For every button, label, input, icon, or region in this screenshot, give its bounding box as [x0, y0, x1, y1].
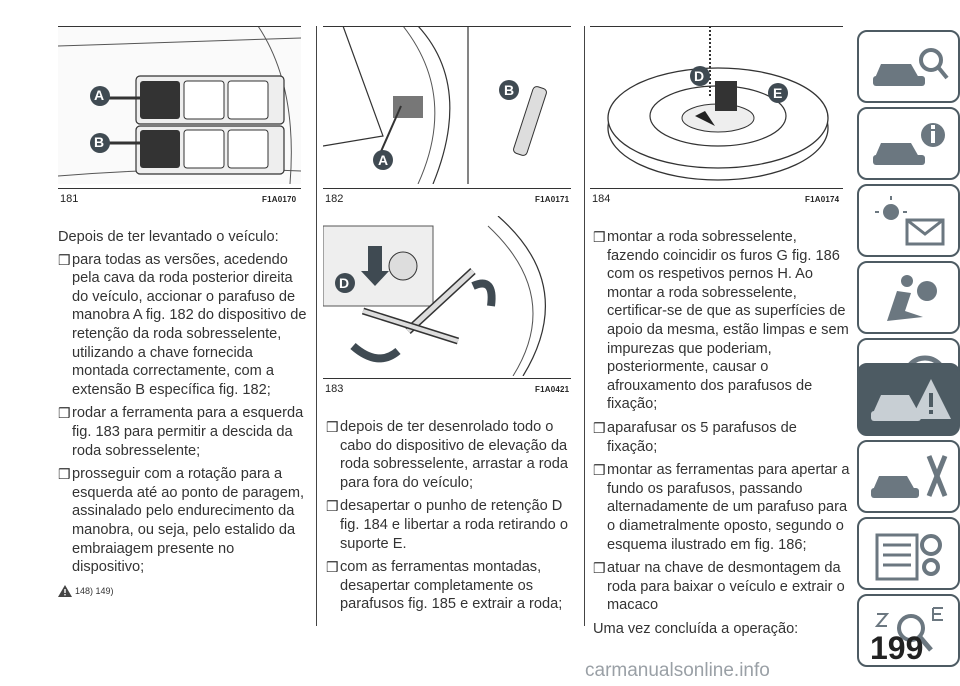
figure-184-illustration	[590, 26, 843, 184]
callout-d: D	[694, 68, 705, 84]
figure-182-illustration	[323, 26, 571, 184]
sidebar-tab-emergency[interactable]	[857, 363, 960, 436]
text-column-1	[58, 228, 308, 600]
figure-183-number: 183	[325, 383, 344, 395]
list-item: ❒ aparafusar os 5 parafusos de fixação;	[593, 419, 797, 455]
bullet-box-icon: ❒	[593, 419, 606, 436]
warning-triangle-icon	[58, 585, 72, 597]
list-item: ❒ depois de ter desenrolado todo o cabo do dispositivo de elevação da roda sobresselente, arrastar a roda para fora do veículo;	[326, 419, 568, 491]
figure-183-illustration	[323, 216, 571, 376]
figure-181-illustration	[58, 26, 301, 184]
page-number: 199	[870, 630, 924, 666]
callout-d: D	[339, 275, 350, 291]
figure-181	[58, 26, 301, 184]
callout-b: B	[94, 134, 105, 150]
list-item: ❒ rodar a ferramenta para a esquerda fig. 183 para permitir a descida da roda sobresselente;	[58, 405, 304, 459]
warning-references: 148) 149)	[58, 582, 308, 601]
bullet-box-icon: ❒	[326, 559, 339, 576]
car-search-icon	[867, 40, 953, 96]
car-warning-triangle-icon	[867, 373, 953, 429]
bullet-box-icon: ❒	[326, 419, 339, 435]
list-item: ❒ com as ferramentas montadas, desapertar completamente os parafusos fig. 185 e extrair a roda;	[326, 559, 563, 613]
dashboard-lights-icon	[867, 194, 953, 250]
callout-e: E	[773, 85, 783, 101]
callout-a: A	[378, 152, 389, 168]
technical-data-icon	[867, 527, 953, 583]
figure-182-caption-rule	[323, 188, 571, 189]
figure-181-caption-rule	[58, 188, 301, 189]
list-item: ❒ desapertar o punho de retenção D fig. 184 e libertar a roda retirando o suporte E.	[326, 498, 568, 552]
watermark: carmanualsonline.info	[585, 660, 770, 681]
figure-184-number: 184	[592, 193, 611, 205]
bullet-box-icon: ❒	[58, 466, 71, 483]
figure-184-code: F1A0174	[805, 195, 840, 204]
seat-airbag-icon	[867, 271, 953, 327]
sidebar-tab-seat-airbag[interactable]	[857, 261, 960, 334]
text-column-3	[593, 228, 851, 642]
list-item: ❒ montar a roda sobresselente, fazendo coincidir os furos G fig. 186 com os respetivos pernos H. Ao montar a roda sobresselente, certificar-se de que as superfícies de apoio da mesma, estão limpas e sem impurezas que poderiam, posteriormente, causar o afrouxamento dos parafusos de fixação;	[593, 229, 849, 413]
figure-184	[590, 26, 843, 184]
figure-184-top-rule	[590, 26, 843, 27]
figure-181-code: F1A0170	[262, 195, 297, 204]
list-item: ❒ montar as ferramentas para apertar a fundo os parafusos, passando alternadamente de um parafuso para o diametralmente oposto, segundo o esquema ilustrado em fig. 186;	[593, 462, 850, 553]
sidebar-tab-car-search[interactable]	[857, 30, 960, 103]
outro-text: Uma vez concluída a operação:	[593, 620, 799, 637]
bullet-box-icon: ❒	[326, 498, 339, 515]
sidebar-tab-car-service[interactable]	[857, 440, 960, 513]
figure-183-caption-rule	[323, 378, 571, 379]
sidebar-tab-technical-data[interactable]	[857, 517, 960, 590]
figure-184-caption-rule	[590, 188, 843, 189]
figure-182-code: F1A0171	[535, 195, 570, 204]
intro-text: Depois de ter levantado o veículo:	[58, 229, 279, 245]
figure-183-code: F1A0421	[535, 385, 570, 394]
figure-183	[323, 216, 571, 376]
list-item: ❒ prosseguir com a rotação para a esquerda até ao ponto de paragem, assinalado pelo endurecimento da manobra, ou seja, pelo estalido da embraiagem presente no dispositivo;	[58, 466, 305, 576]
callout-a: A	[94, 87, 105, 103]
callout-b: B	[504, 82, 515, 98]
bullet-box-icon: ❒	[593, 560, 606, 577]
chapter-sidebar	[857, 0, 960, 686]
column-divider-2	[584, 26, 585, 626]
sidebar-tab-dashboard-lights[interactable]	[857, 184, 960, 257]
list-item: ❒ atuar na chave de desmontagem da roda para baixar o veículo e extrair o macaco	[593, 560, 845, 614]
bullet-box-icon: ❒	[593, 229, 606, 245]
figure-181-top-rule	[58, 26, 301, 27]
figure-182	[323, 26, 571, 184]
figure-181-number: 181	[60, 193, 79, 205]
text-column-2	[326, 418, 576, 619]
figure-182-top-rule	[323, 26, 571, 27]
sidebar-tab-car-info[interactable]	[857, 107, 960, 180]
list-item: ❒ para todas as versões, acedendo pela cava da roda posterior direita do veículo, accionar o parafuso de manobra A fig. 182 do dispositivo de retenção da roda sobresselente, utilizando a chave fornecida montada correctamente, com a extensão B específica fig. 182;	[58, 251, 307, 398]
bullet-box-icon: ❒	[593, 462, 606, 479]
bullet-box-icon: ❒	[58, 405, 71, 422]
column-divider-1	[316, 26, 317, 626]
figure-182-number: 182	[325, 193, 344, 205]
car-service-tools-icon	[867, 450, 953, 506]
car-info-icon	[867, 117, 953, 173]
bullet-box-icon: ❒	[58, 251, 71, 268]
